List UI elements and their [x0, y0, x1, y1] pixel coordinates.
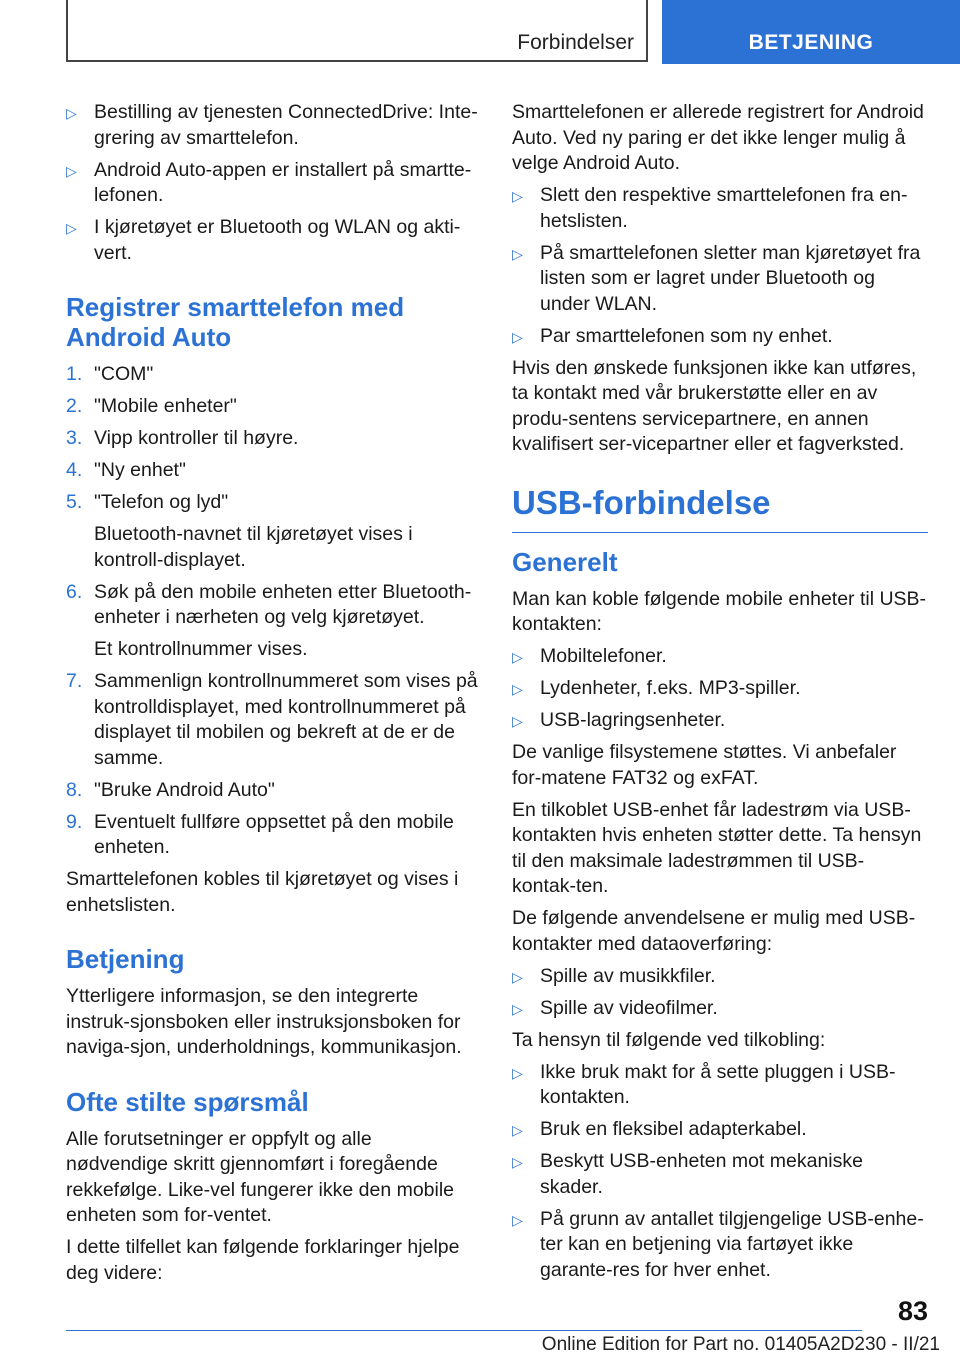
triangle-right-icon: ▷ — [512, 1000, 523, 1017]
triangle-right-icon: ▷ — [512, 328, 523, 345]
list-item: ▷ USB-lagringsenheter. — [512, 708, 928, 734]
footer-edition: Online Edition for Part no. 01405A2D230 - II/21 — [541, 1334, 940, 1355]
list-item: ▷ Ikke bruk makt for å sette pluggen i USB-kontakten. — [512, 1060, 896, 1108]
section-tab — [66, 0, 648, 62]
step-item: 7. Sammenlign kontrollnummeret som vises på kontrolldisplayet, med kontrollnummeret på displayet til mobilen og bekreft at de er de samme. — [66, 670, 478, 769]
step-item: 4. "Ny enhet" — [66, 459, 186, 481]
paragraph: Smarttelefonen kobles til kjøretøyet og vises i enhetslisten. — [66, 868, 459, 916]
list-item: ▷ Spille av musikkfiler. — [512, 964, 928, 990]
triangle-right-icon: ▷ — [66, 220, 77, 236]
paragraph: De følgende anvendelsene er mulig med USB-kontakter med dataoverføring: — [512, 907, 916, 955]
triangle-right-icon: ▷ — [512, 188, 523, 204]
step-item: 1. "COM" — [66, 363, 154, 385]
triangle-right-icon: ▷ — [512, 1064, 523, 1081]
page-header — [0, 0, 960, 66]
paragraph: Ta hensyn til følgende ved tilkobling: — [512, 1028, 826, 1051]
step-item: 3. Vipp kontroller til høyre. — [66, 427, 299, 449]
list-item: ▷ Slett den respektive smarttelefonen fra en-hetslisten. — [512, 184, 908, 232]
list-item: ▷ På smarttelefonen sletter man kjøretøyet fra listen som er lagret under Bluetooth og under WLAN. — [512, 241, 921, 315]
page-number: 83 — [897, 1296, 928, 1326]
step-item: 2. "Mobile enheter" — [66, 395, 237, 417]
step-item: 5. "Telefon og lyd" — [66, 491, 229, 513]
triangle-right-icon: ▷ — [512, 968, 523, 985]
list-item: ▷ Lydenheter, f.eks. MP3-spiller. — [512, 676, 928, 702]
step-item: 8. "Bruke Android Auto" — [66, 778, 275, 801]
triangle-right-icon: ▷ — [512, 681, 523, 697]
section-title: Forbindelser — [517, 31, 634, 54]
step-item: 9. Eventuelt fullføre oppsettet på den mobile enheten. — [66, 810, 454, 858]
triangle-right-icon: ▷ — [512, 245, 523, 262]
paragraph: Alle forutsetninger er oppfylt og alle nødvendige skritt gjennomført i foregående rekkefølge. Like-vel fungerer ikke den mobile enheten som for-ventet. — [66, 1127, 455, 1226]
right-column — [512, 100, 928, 1290]
paragraph: En tilkoblet USB-enhet får ladestrøm via USB-kontakten hvis enheten støtter dette. Ta hensyn til den maksimale ladestrømmen til USB-kontak-ten. — [512, 798, 922, 897]
step-item: 6. Søk på den mobile enheten etter Bluetooth-enheter i nærheten og velg kjøretøyet. — [66, 580, 472, 628]
step-note: Bluetooth-navnet til kjøretøyet vises i kontroll-displayet. — [94, 523, 413, 571]
triangle-right-icon: ▷ — [512, 1122, 523, 1138]
heading-generelt: Generelt — [512, 546, 618, 577]
heading-faq: Ofte stilte spørsmål — [66, 1086, 309, 1117]
list-item: ▷ Bestilling av tjenesten ConnectedDrive: Inte-grering av smarttelefon. — [66, 101, 478, 149]
list-item: ▷ Par smarttelefonen som ny enhet. — [512, 324, 928, 350]
list-item: ▷ På grunn av antallet tilgjengelige USB-enhe-ter kan en betjening via fartøyet ikke garante-res for hver enhet. — [512, 1207, 924, 1281]
step-note: Et kontrollnummer vises. — [94, 638, 308, 660]
list-item: ▷ I kjøretøyet er Bluetooth og WLAN og akti-vert. — [66, 216, 461, 264]
chapter-tab — [662, 0, 960, 64]
list-item: ▷ Bruk en fleksibel adapterkabel. — [512, 1117, 928, 1143]
paragraph: Smarttelefonen er allerede registrert for Android Auto. Ved ny paring er det ikke lenger mulig å velge Android Auto. — [512, 101, 924, 174]
footer-divider — [66, 1330, 862, 1331]
triangle-right-icon: ▷ — [66, 105, 77, 121]
left-column — [66, 100, 478, 1293]
paragraph: Hvis den ønskede funksjonen ikke kan utføres, ta kontakt med vår brukerstøtte eller en av produ-sentens servicepartnere, en annen kvalifisert ser-vicepartner eller et fagverksted. — [512, 356, 917, 455]
list-item: ▷ Mobiltelefoner. — [512, 644, 928, 670]
paragraph: De vanlige filsystemene støttes. Vi anbefaler for-matene FAT32 og exFAT. — [512, 741, 897, 789]
list-item: ▷ Beskytt USB-enheten mot mekaniske skader. — [512, 1150, 863, 1198]
triangle-right-icon: ▷ — [512, 1154, 523, 1170]
triangle-right-icon: ▷ — [66, 162, 77, 179]
list-item: ▷ Android Auto-appen er installert på smartte-lefonen. — [66, 158, 472, 206]
paragraph: Ytterligere informasjon, se den integrerte instruk-sjonsboken eller instruksjonsboken for naviga-sjon, underholdnings, kommunikasjon. — [66, 985, 462, 1058]
heading-usb-forbindelse: USB-forbindelse — [512, 484, 928, 533]
triangle-right-icon: ▷ — [512, 1211, 523, 1228]
paragraph: Man kan koble følgende mobile enheter til USB-kontakten: — [512, 587, 927, 635]
heading-register-android-auto: Registrer smarttelefon med Android Auto — [66, 292, 405, 352]
triangle-right-icon: ▷ — [512, 713, 523, 729]
paragraph: I dette tilfellet kan følgende forklaringer hjelpe deg videre: — [66, 1236, 460, 1284]
list-item: ▷ Spille av videofilmer. — [512, 996, 928, 1022]
heading-betjening: Betjening — [66, 944, 185, 974]
triangle-right-icon: ▷ — [512, 649, 523, 665]
chapter-title: BETJENING — [748, 31, 874, 54]
